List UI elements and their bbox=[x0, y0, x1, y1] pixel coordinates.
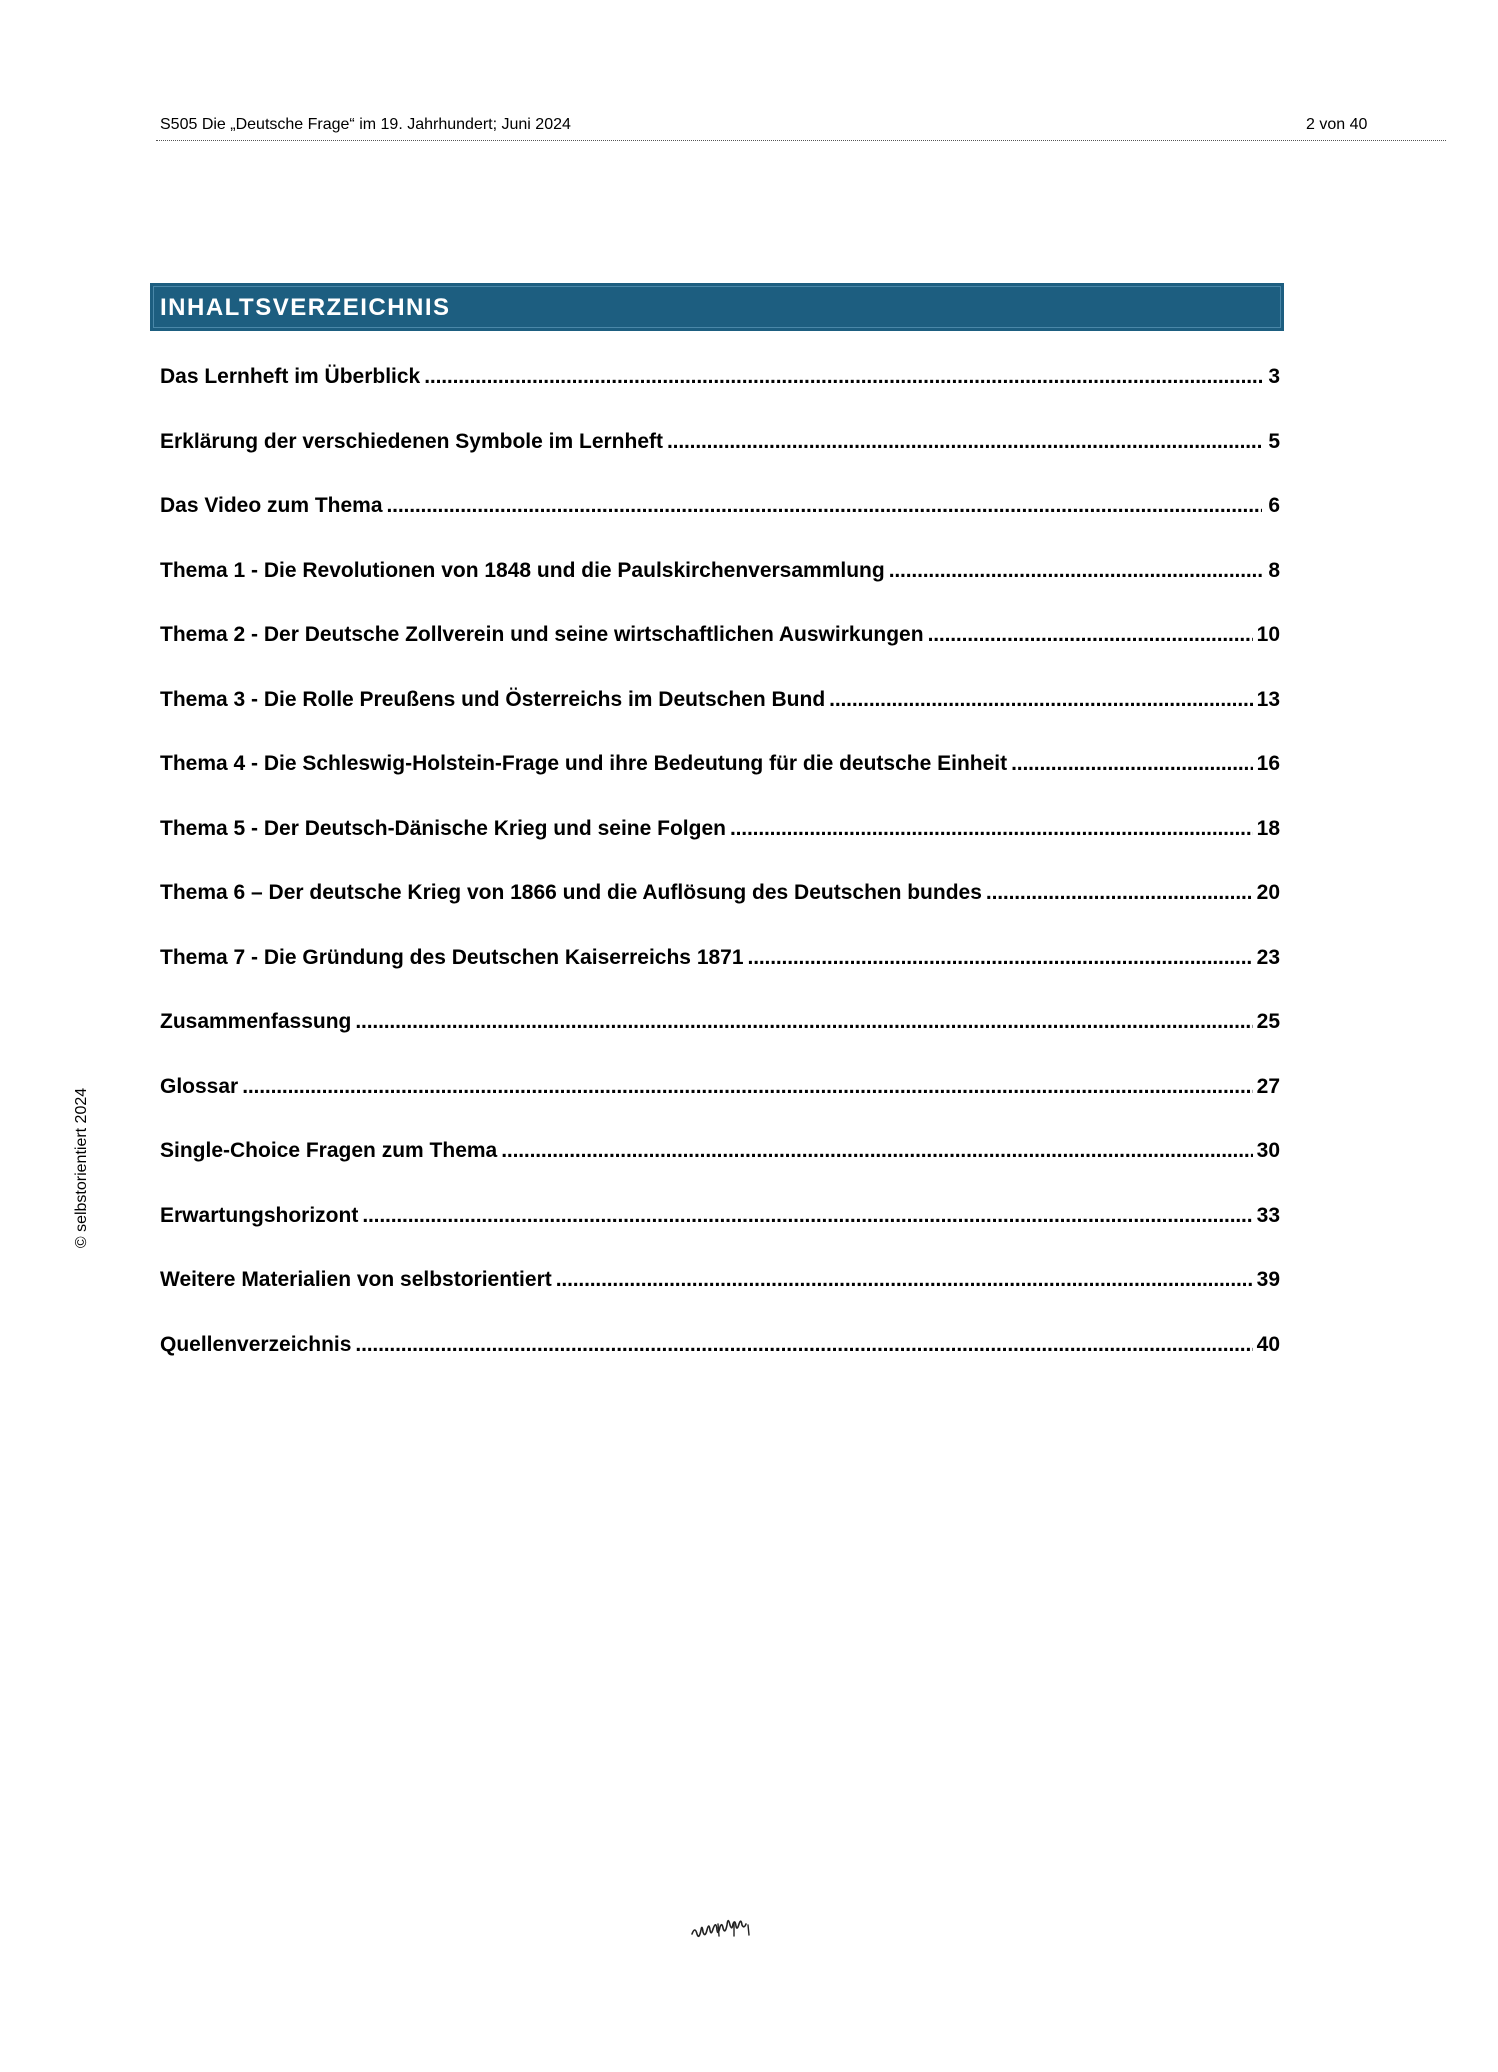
toc-dot-leader bbox=[501, 1136, 1252, 1166]
toc-dot-leader bbox=[355, 1330, 1252, 1360]
page-header bbox=[156, 112, 1446, 141]
toc-entry[interactable] bbox=[160, 943, 1280, 973]
toc-entry-page-number: 6 bbox=[1268, 494, 1280, 517]
toc-entry[interactable] bbox=[160, 1201, 1280, 1231]
toc-entry-label: Das Lernheft im Überblick bbox=[160, 365, 421, 388]
toc-dot-leader bbox=[829, 685, 1252, 715]
toc-dot-leader bbox=[928, 620, 1253, 650]
toc-dot-leader bbox=[424, 362, 1262, 392]
toc-entry-label: Thema 2 - Der Deutsche Zollverein und seine wirtschaftlichen Auswirkungen bbox=[160, 623, 924, 646]
toc-entry-label: Thema 5 - Der Deutsch-Dänische Krieg und seine Folgen bbox=[160, 816, 726, 840]
toc-entry-label: Erwartungshorizont bbox=[160, 1203, 359, 1227]
toc-dot-leader bbox=[986, 878, 1253, 908]
toc-entry-label: Single-Choice Fragen zum Thema bbox=[160, 1139, 498, 1162]
toc-entry-label: Weitere Materialien von selbstorientiert bbox=[160, 1268, 552, 1291]
toc-entry-label: Zusammenfassung bbox=[160, 1010, 352, 1033]
toc-entry-page-number: 20 bbox=[1256, 881, 1280, 904]
toc-entry-page-number: 23 bbox=[1256, 945, 1280, 969]
toc-entry-label: Thema 7 - Die Gründung des Deutschen Kaiserreichs 1871 bbox=[160, 945, 744, 969]
toc-heading: INHALTSVERZEICHNIS bbox=[160, 294, 451, 321]
toc-entry-page-number: 10 bbox=[1256, 623, 1280, 646]
toc-entry[interactable] bbox=[160, 1265, 1280, 1295]
toc-entry-page-number: 33 bbox=[1256, 1203, 1280, 1227]
copyright-text: © selbstorientiert 2024 bbox=[73, 1087, 90, 1249]
toc-entry-label: Thema 4 - Die Schleswig-Holstein-Frage und ihre Bedeutung für die deutsche Einheit bbox=[160, 752, 1008, 775]
toc-dot-leader bbox=[889, 556, 1262, 586]
toc-dot-leader bbox=[1011, 749, 1253, 779]
toc-entry[interactable] bbox=[160, 1007, 1280, 1037]
toc-dot-leader bbox=[355, 1007, 1252, 1037]
toc-entry[interactable] bbox=[160, 1330, 1280, 1360]
toc-entry-label: Thema 1 - Die Revolutionen von 1848 und die Paulskirchenversammlung bbox=[160, 558, 885, 582]
toc-entry-page-number: 13 bbox=[1256, 687, 1280, 711]
toc-entry[interactable] bbox=[160, 491, 1280, 521]
toc-entry-page-number: 18 bbox=[1256, 816, 1280, 840]
toc-dot-leader bbox=[387, 491, 1262, 521]
toc-entry[interactable] bbox=[160, 685, 1280, 715]
toc-entry-page-number: 39 bbox=[1256, 1268, 1280, 1291]
selbstorientiert-logo bbox=[690, 1918, 756, 1942]
toc-dot-leader bbox=[748, 943, 1253, 973]
toc-entry[interactable] bbox=[160, 427, 1280, 457]
toc-entry[interactable] bbox=[160, 878, 1280, 908]
toc-dot-leader bbox=[242, 1072, 1252, 1102]
toc-entry[interactable] bbox=[160, 814, 1280, 844]
toc-entry-page-number: 40 bbox=[1256, 1332, 1280, 1356]
toc-entry[interactable] bbox=[160, 1136, 1280, 1166]
handwritten-logo-icon bbox=[690, 1918, 756, 1942]
toc-entry-label: Glossar bbox=[160, 1074, 239, 1098]
toc-dot-leader bbox=[730, 814, 1253, 844]
toc-heading-banner bbox=[150, 283, 1284, 331]
toc-entry-label: Thema 6 – Der deutsche Krieg von 1866 und die Auflösung des Deutschen bundes bbox=[160, 881, 982, 904]
document-title: S505 Die „Deutsche Frage“ im 19. Jahrhundert; Juni 2024 bbox=[160, 116, 571, 133]
toc-dot-leader bbox=[667, 427, 1262, 457]
toc-dot-leader bbox=[556, 1265, 1253, 1295]
toc-entry-label: Erklärung der verschiedenen Symbole im Lernheft bbox=[160, 429, 663, 453]
toc-entry-page-number: 3 bbox=[1268, 365, 1280, 388]
page-indicator: 2 von 40 bbox=[1306, 116, 1368, 133]
toc-entry-label: Das Video zum Thema bbox=[160, 494, 383, 517]
toc-entry-page-number: 27 bbox=[1256, 1074, 1280, 1098]
toc-entry-label: Thema 3 - Die Rolle Preußens und Österreichs im Deutschen Bund bbox=[160, 687, 826, 711]
toc-entry[interactable] bbox=[160, 749, 1280, 779]
toc-entry[interactable] bbox=[160, 556, 1280, 586]
toc-entry[interactable] bbox=[160, 620, 1280, 650]
toc-entry-label: Quellenverzeichnis bbox=[160, 1332, 352, 1356]
toc-entry-page-number: 8 bbox=[1268, 558, 1280, 582]
toc-entry-page-number: 25 bbox=[1256, 1010, 1280, 1033]
toc-entry-page-number: 5 bbox=[1268, 429, 1280, 453]
toc-dot-leader bbox=[362, 1201, 1252, 1231]
toc-entry[interactable] bbox=[160, 1072, 1280, 1102]
toc-entry-page-number: 30 bbox=[1256, 1139, 1280, 1162]
toc-entry-page-number: 16 bbox=[1256, 752, 1280, 775]
toc-entry[interactable] bbox=[160, 362, 1280, 392]
